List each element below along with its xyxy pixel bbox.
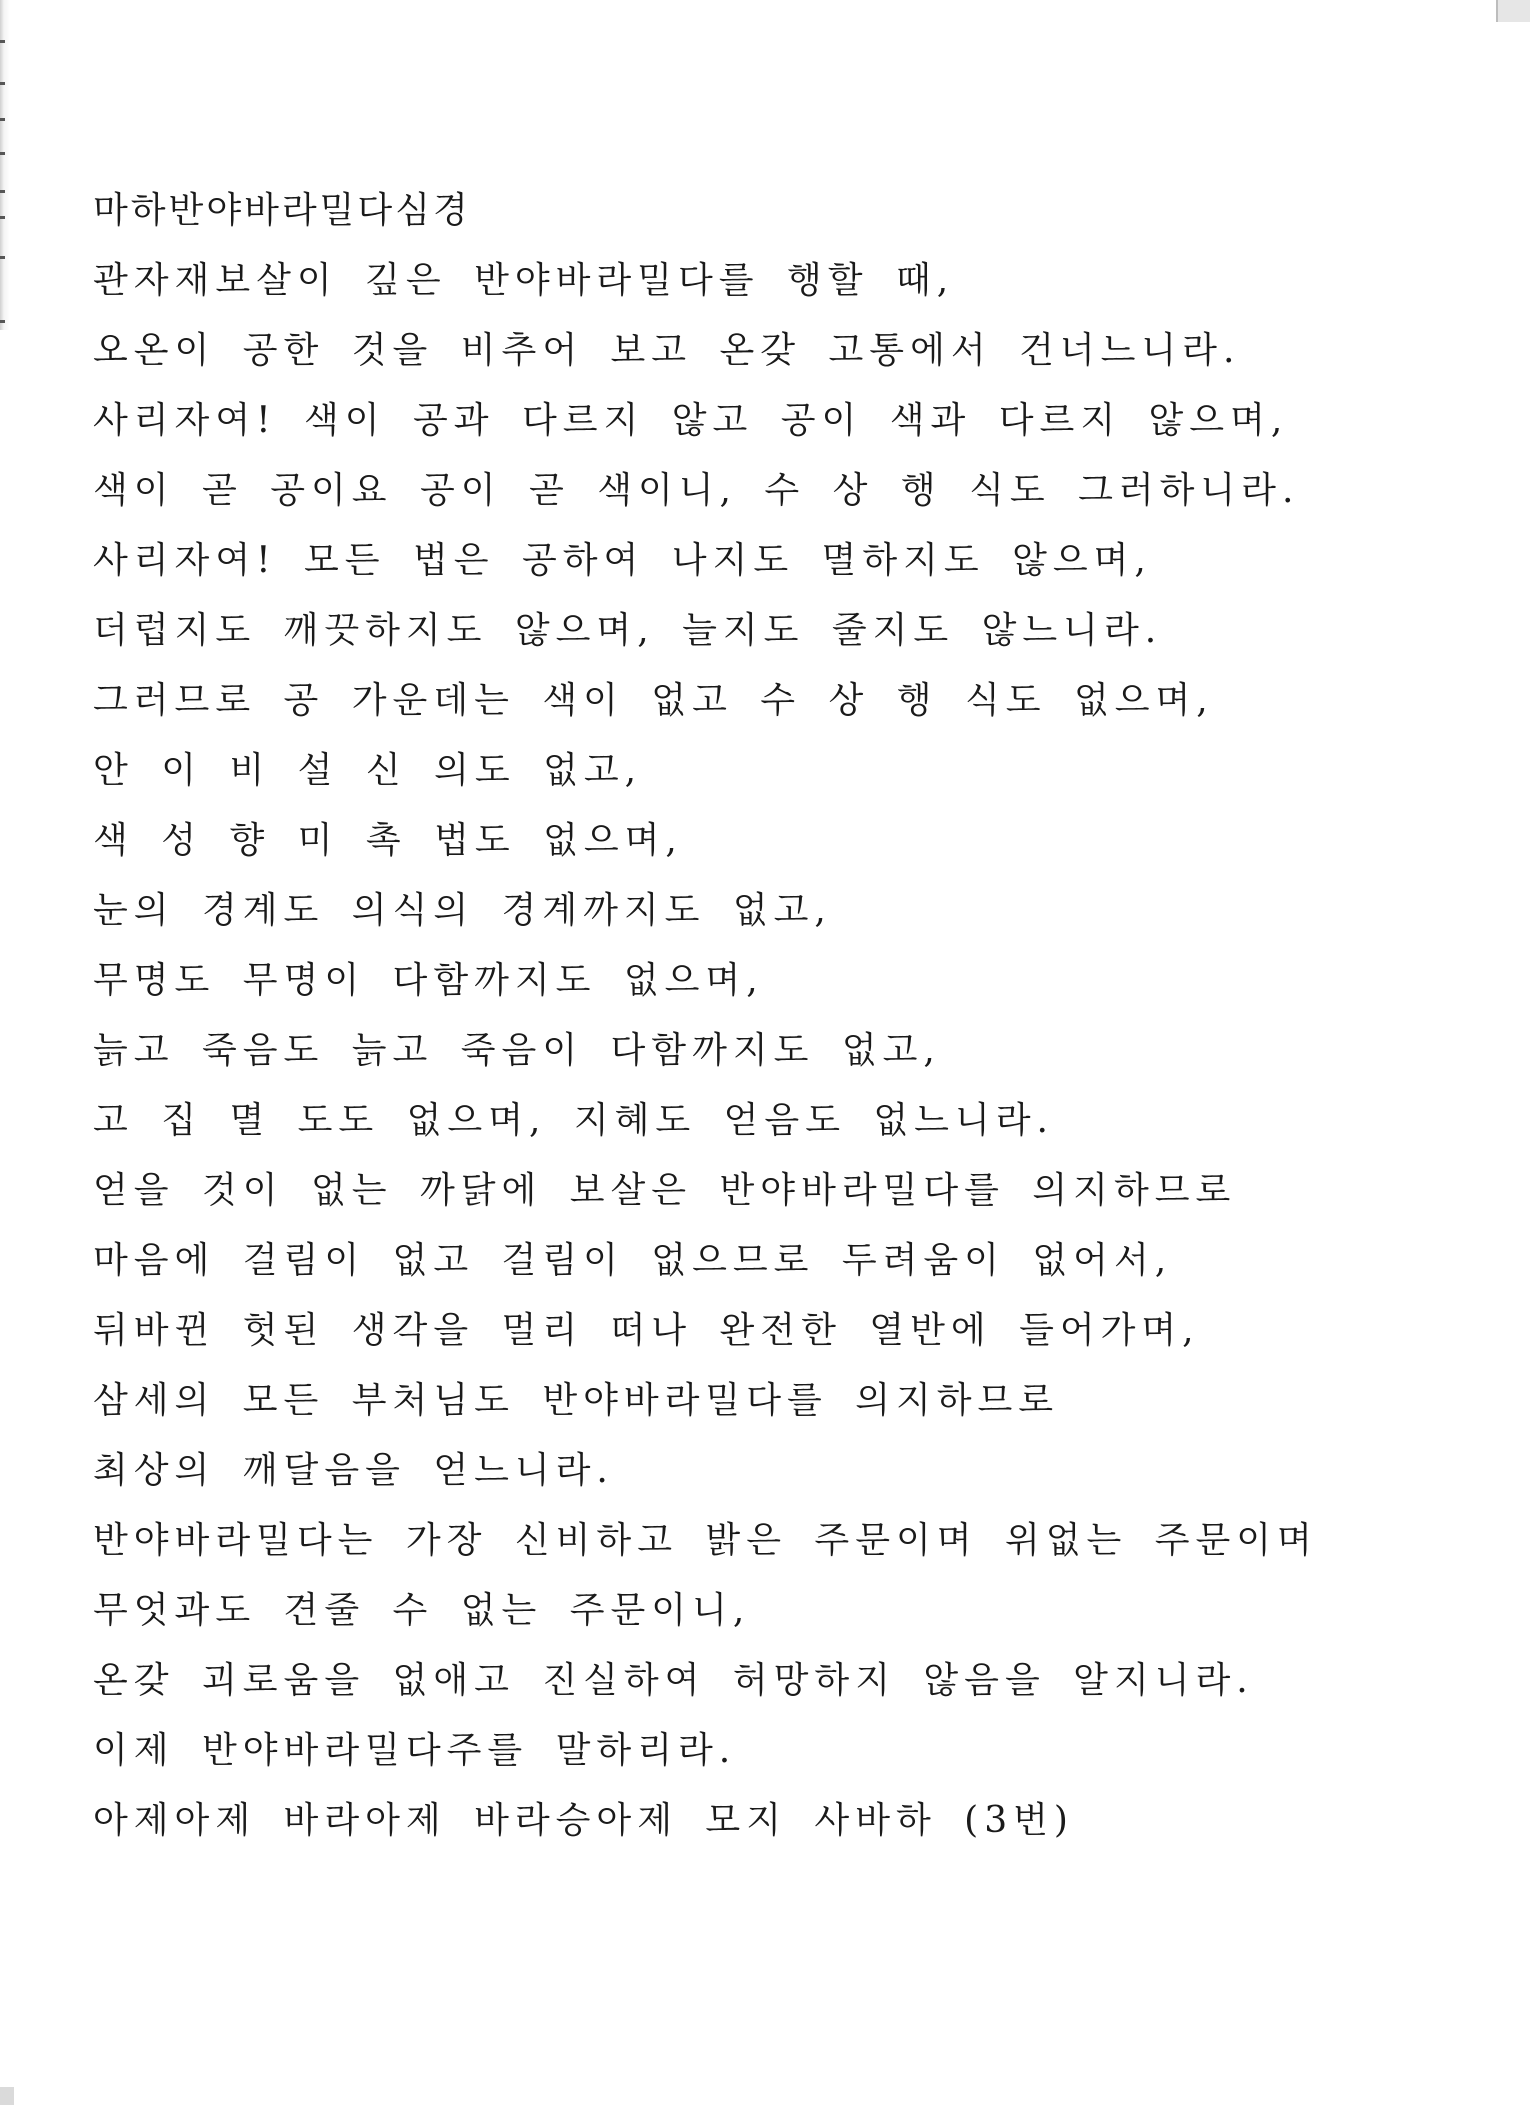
sutra-line: 오온이 공한 것을 비추어 보고 온갖 고통에서 건너느니라. xyxy=(93,330,1241,371)
sutra-line: 무엇과도 견줄 수 없는 주문이니, xyxy=(93,1590,751,1631)
scan-left-edge-marks xyxy=(0,20,6,340)
sutra-line: 마음에 걸림이 없고 걸림이 없으므로 두려움이 없어서, xyxy=(93,1240,1173,1281)
sutra-line: 온갖 괴로움을 없애고 진실하여 허망하지 않음을 알지니라. xyxy=(93,1660,1254,1701)
sutra-line: 사리자여! 모든 법은 공하여 나지도 멸하지도 않으며, xyxy=(93,540,1152,581)
sutra-line: 반야바라밀다는 가장 신비하고 밝은 주문이며 위없는 주문이며 xyxy=(93,1520,1318,1561)
sutra-line: 무명도 무명이 다함까지도 없으며, xyxy=(93,960,764,1001)
sutra-line: 더럽지도 깨끗하지도 않으며, 늘지도 줄지도 않느니라. xyxy=(93,610,1163,651)
sutra-line: 아제아제 바라아제 바라승아제 모지 사바하 (3번) xyxy=(93,1800,1074,1841)
scan-bottom-corner-shadow xyxy=(0,2087,14,2105)
sutra-line: 그러므로 공 가운데는 색이 없고 수 상 행 식도 없으며, xyxy=(93,680,1214,721)
sutra-line: 눈의 경계도 의식의 경계까지도 없고, xyxy=(93,890,832,931)
sutra-line: 최상의 깨달음을 얻느니라. xyxy=(93,1450,614,1491)
sutra-line: 사리자여! 색이 공과 다르지 않고 공이 색과 다르지 않으며, xyxy=(93,400,1289,441)
document-title: 마하반야바라밀다심경 xyxy=(93,190,471,231)
sutra-line: 색 성 향 미 촉 법도 없으며, xyxy=(93,820,683,861)
sutra-line: 늙고 죽음도 늙고 죽음이 다함까지도 없고, xyxy=(93,1030,941,1071)
scan-right-corner-shadow xyxy=(1496,0,1530,22)
sutra-line: 얻을 것이 없는 까닭에 보살은 반야바라밀다를 의지하므로 xyxy=(93,1170,1237,1211)
sutra-line: 관자재보살이 깊은 반야바라밀다를 행할 때, xyxy=(93,260,955,301)
sutra-line: 뒤바뀐 헛된 생각을 멀리 떠나 완전한 열반에 들어가며, xyxy=(93,1310,1200,1351)
sutra-line: 색이 곧 공이요 공이 곧 색이니, 수 상 행 식도 그러하니라. xyxy=(93,470,1300,511)
sutra-line: 삼세의 모든 부처님도 반야바라밀다를 의지하므로 xyxy=(93,1380,1060,1421)
sutra-line: 이제 반야바라밀다주를 말하리라. xyxy=(93,1730,737,1771)
sutra-line: 안 이 비 설 신 의도 없고, xyxy=(93,750,643,791)
sutra-text-block xyxy=(93,176,1473,1856)
sutra-line: 고 집 멸 도도 없으며, 지혜도 얻음도 없느니라. xyxy=(93,1100,1054,1141)
